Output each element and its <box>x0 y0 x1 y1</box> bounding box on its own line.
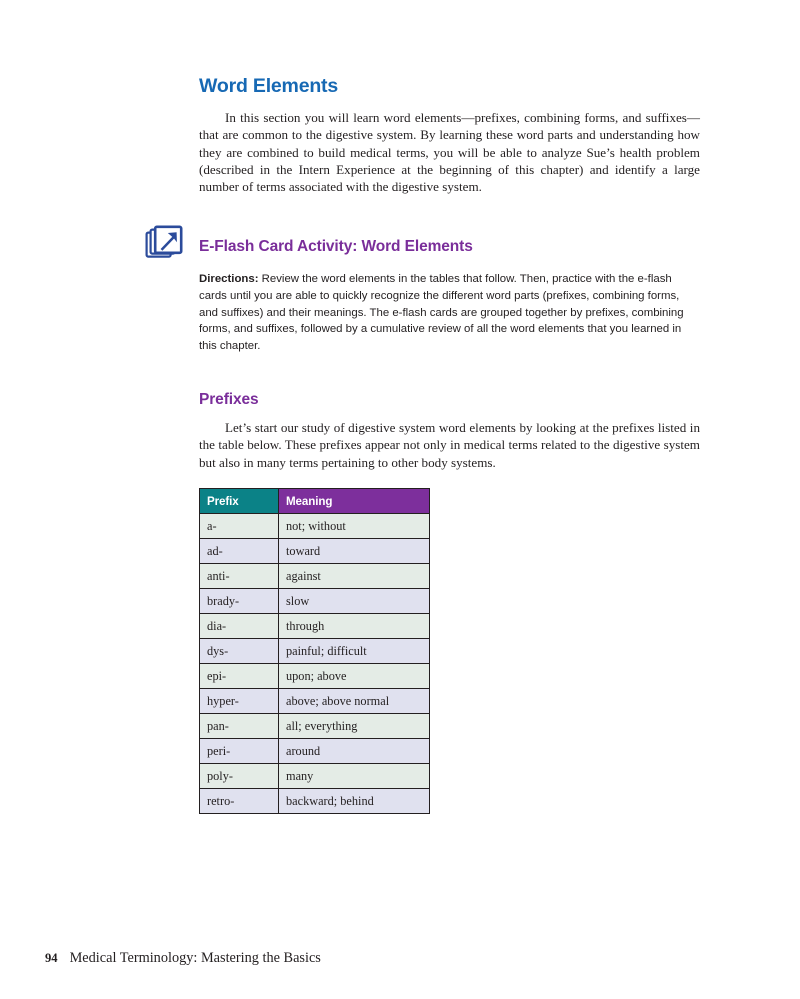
cell-meaning: above; above normal <box>279 689 430 714</box>
intro-paragraph: In this section you will learn word elements—prefixes, combining forms, and suffixes—that are common to the digestive system. By learning these word parts and understanding how they are combined to build medical terms, you will be able to analyze Sue’s health problem (described in the Intern Experience at the beginning of this chapter) and identify a large number of terms associated with the digestive system. <box>199 110 700 195</box>
table-row <box>200 739 430 764</box>
table-row <box>200 539 430 564</box>
directions-text: Review the word elements in the tables that follow. Then, practice with the e-flash cards until you are able to quickly recognize the different word parts (prefixes, combining forms, and suffixes) and their meanings. The e-flash cards are grouped together by prefixes, combining forms, and suffixes, followed by a cumulative review of all the word elements that you learned in this chapter. <box>199 273 684 352</box>
cell-prefix: a- <box>200 514 279 539</box>
cell-prefix: brady- <box>200 589 279 614</box>
cell-prefix: hyper- <box>200 689 279 714</box>
cell-meaning: upon; above <box>279 664 430 689</box>
cell-meaning: around <box>279 739 430 764</box>
table-row <box>200 614 430 639</box>
cell-prefix: dys- <box>200 639 279 664</box>
prefixes-table <box>199 488 430 814</box>
cell-meaning: backward; behind <box>279 789 430 814</box>
cell-prefix: ad- <box>200 539 279 564</box>
prefixes-paragraph: Let’s start our study of digestive system word elements by looking at the prefixes listed in the table below. These prefixes appear not only in medical terms related to the digestive system but also in many terms pertaining to other body systems. <box>199 420 700 470</box>
column-header-prefix: Prefix <box>200 489 279 514</box>
table-body <box>200 514 430 814</box>
cell-meaning: through <box>279 614 430 639</box>
table-row <box>200 514 430 539</box>
cell-meaning: painful; difficult <box>279 639 430 664</box>
table-row <box>200 789 430 814</box>
cell-prefix: epi- <box>200 664 279 689</box>
prefixes-heading: Prefixes <box>199 390 259 408</box>
footer-page-number: 94 <box>45 951 58 965</box>
table-row <box>200 589 430 614</box>
cell-prefix: retro- <box>200 789 279 814</box>
table-row <box>200 664 430 689</box>
directions-label: Directions: <box>199 273 259 286</box>
page-title: Word Elements <box>199 75 338 98</box>
column-header-meaning: Meaning <box>279 489 430 514</box>
cell-meaning: slow <box>279 589 430 614</box>
directions-paragraph <box>199 271 686 354</box>
footer-book-title: Medical Terminology: Mastering the Basics <box>69 950 321 966</box>
table-header-row <box>200 489 430 514</box>
cell-prefix: dia- <box>200 614 279 639</box>
cell-prefix: pan- <box>200 714 279 739</box>
cell-meaning: many <box>279 764 430 789</box>
eflash-activity-heading: E-Flash Card Activity: Word Elements <box>199 237 473 255</box>
table-row <box>200 639 430 664</box>
table-row <box>200 689 430 714</box>
cell-prefix: peri- <box>200 739 279 764</box>
cell-prefix: poly- <box>200 764 279 789</box>
cell-meaning: all; everything <box>279 714 430 739</box>
cell-meaning: against <box>279 564 430 589</box>
cell-prefix: anti- <box>200 564 279 589</box>
e-flash-card-icon <box>145 225 185 265</box>
page-footer <box>45 950 321 967</box>
table-row <box>200 714 430 739</box>
table-row <box>200 764 430 789</box>
cell-meaning: not; without <box>279 514 430 539</box>
table-row <box>200 564 430 589</box>
cell-meaning: toward <box>279 539 430 564</box>
